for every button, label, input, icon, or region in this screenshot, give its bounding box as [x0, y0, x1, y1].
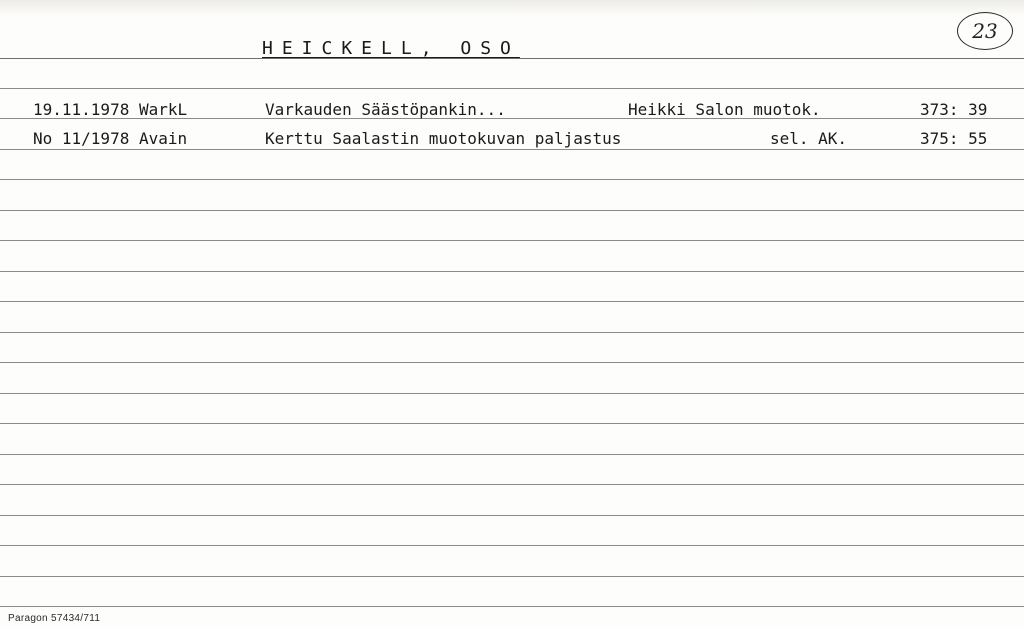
entry-1-reference: 373: 39 — [920, 100, 988, 119]
entry-1-title: Varkauden Säästöpankin... — [265, 100, 506, 119]
ruled-line — [0, 362, 1024, 363]
ruled-line — [0, 271, 1024, 272]
ruled-line — [0, 484, 1024, 485]
card-number-circled: 23 — [957, 12, 1013, 50]
ruled-line — [0, 423, 1024, 424]
ruled-line — [0, 545, 1024, 546]
ruled-line — [0, 240, 1024, 241]
ruled-line — [0, 454, 1024, 455]
ruled-line — [0, 332, 1024, 333]
footer-print-mark: Paragon 57434/711 — [8, 613, 101, 624]
ruled-line — [0, 210, 1024, 211]
ruled-line — [0, 576, 1024, 577]
entry-1-note: Heikki Salon muotok. — [628, 100, 821, 119]
ruled-line — [0, 515, 1024, 516]
ruled-line — [0, 149, 1024, 150]
card-heading: HEICKELL, OSO — [262, 38, 520, 59]
ruled-line — [0, 179, 1024, 180]
entry-2-note: sel. AK. — [770, 129, 848, 148]
scan-edge — [0, 0, 1024, 16]
ruled-line — [0, 606, 1024, 607]
entry-2-reference: 375: 55 — [920, 129, 988, 148]
entry-2-date-source: No 11/1978 Avain — [33, 129, 188, 148]
entry-1-date-source: 19.11.1978 WarkL — [33, 100, 188, 119]
ruled-line — [0, 393, 1024, 394]
ruled-line — [0, 88, 1024, 89]
entry-2-title: Kerttu Saalastin muotokuvan paljastus — [265, 129, 622, 148]
ruled-line — [0, 301, 1024, 302]
